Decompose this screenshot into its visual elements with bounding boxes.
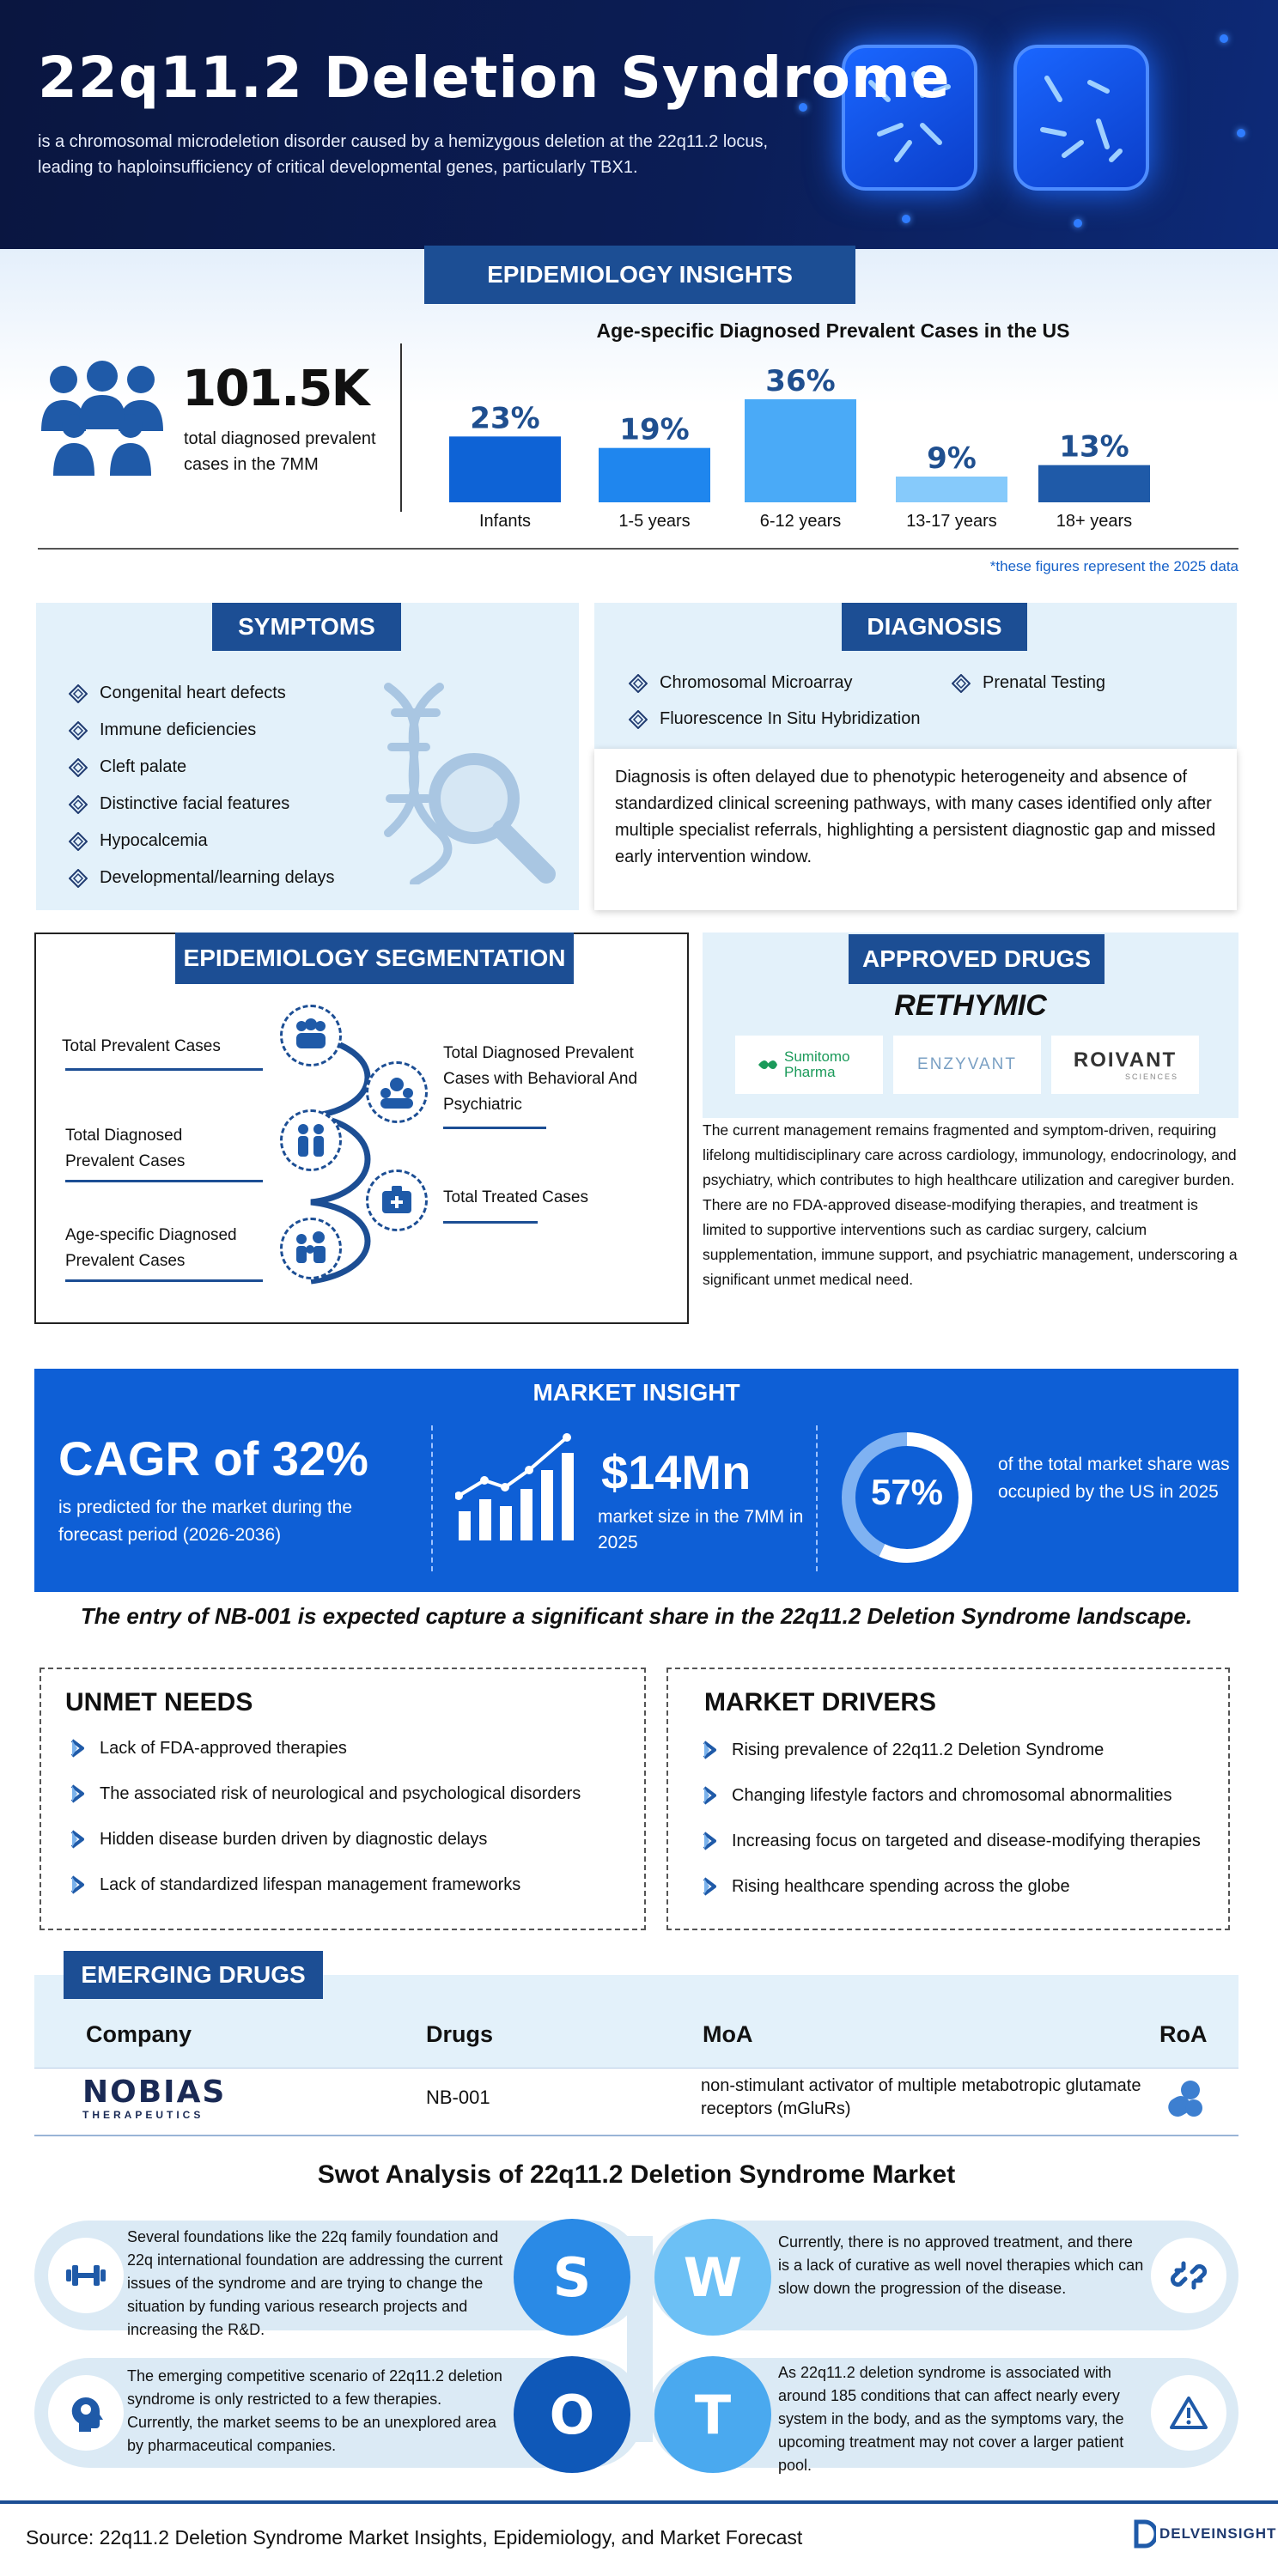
segment-label: Total Prevalent Cases: [62, 1037, 221, 1055]
chromosome-chip-icon: [1013, 45, 1149, 191]
bar-category-label: 6-12 years: [759, 512, 842, 531]
list-item: [69, 1738, 347, 1759]
segment-label: Total Diagnosed Prevalent Cases with Behavioral And Psychiatric: [443, 1044, 638, 1114]
segment-underline: [443, 1127, 546, 1129]
symptom-item: [69, 720, 256, 740]
segment-label: Age-specific Diagnosed Prevalent Cases: [65, 1226, 237, 1270]
diamond-bullet-icon: [69, 758, 88, 777]
page-subtitle: is a chromosomal microdeletion disorder caused by a hemizygous deletion at the 22q11.2 locus, leading to haploinsufficiency of critical developmental genes, particularly TBX1.: [38, 132, 769, 177]
segment-label: Total Treated Cases: [443, 1188, 588, 1206]
diagnosis-method-label: Chromosomal Microarray: [660, 673, 853, 692]
list-item: [69, 1874, 520, 1895]
divider: [431, 1425, 433, 1571]
symptom-item: [69, 868, 335, 888]
chevron-right-icon: [69, 1738, 88, 1759]
emerging-drugs-title: EMERGING DRUGS: [64, 1951, 323, 1999]
chevron-right-icon: [69, 1874, 88, 1895]
footer-divider: [0, 2500, 1278, 2504]
column-header-company: Company: [86, 2021, 192, 2047]
glow-dot: [1074, 219, 1082, 228]
approved-drug-name: RETHYMIC: [894, 989, 1047, 1022]
moa-cell: non-stimulant activator of multiple metabotropic glutamate receptors (mGluRs): [701, 2076, 1141, 2118]
symptom-item: [69, 757, 186, 777]
description-paragraph: The current management remains fragmented and symptom-driven, requiring lifelong multidisciplinary care across cardiology, immunology, endocrinology, and psychiatry, which contributes to high healthcare utilization and caregiver burden.: [703, 1121, 1237, 1188]
divider: [38, 548, 1238, 550]
header-banner: [0, 0, 1278, 249]
diagnosis-method-label: Fluorescence In Situ Hybridization: [660, 709, 921, 728]
column-header-roa: RoA: [1159, 2021, 1208, 2047]
drug-cell: NB-001: [426, 2087, 490, 2108]
cagr-value: CAGR of 32%: [58, 1431, 368, 1485]
bar-infants: [449, 436, 561, 502]
market-drivers-title: MARKET DRIVERS: [704, 1688, 937, 1716]
chart-title: Age-specific Diagnosed Prevalent Cases in the US: [596, 319, 1070, 342]
page-title: 22q11.2 Deletion Syndrome: [38, 45, 951, 111]
swot-threat-text: As 22q11.2 deletion syndrome is associated with around 185 conditions that can affect nearly every system in the body, and as the symptoms vary, the upcoming treatment may not cover a larger patient pool.: [778, 2364, 1124, 2474]
description-paragraph: There are no FDA-approved disease-modifying therapies, and treatment is limited to supportive interventions such as cardiac surgery, calcium supplementation, immune support, and psychiatric management, underscoring a significant unmet medical need.: [703, 1196, 1238, 1288]
glow-dot: [902, 215, 910, 223]
delveinsight-logo: [1134, 2519, 1276, 2549]
swot-strength-text: Several foundations like the 22q family foundation and 22q international foundation are addressing the current issues of the syndrome and are trying to change the situation by funding various research projects and increasing the R&D.: [127, 2228, 503, 2338]
bar-category-label: Infants: [478, 512, 532, 531]
diagnosis-method-label: Prenatal Testing: [983, 673, 1106, 692]
people-icon: [280, 1005, 342, 1066]
bar-category-label: 13-17 years: [906, 512, 997, 531]
people-group-icon: [38, 361, 167, 482]
diagnosis-method: [952, 673, 1105, 693]
source-citation: Source: 22q11.2 Deletion Syndrome Market Insights, Epidemiology, and Market Forecast: [26, 2526, 803, 2549]
symptom-label: Immune deficiencies: [100, 720, 257, 739]
segmentation-title: EPIDEMIOLOGY SEGMENTATION: [175, 933, 574, 984]
growth-chart-icon: [455, 1432, 579, 1546]
swot-letter-w: W: [654, 2219, 771, 2336]
bar-1-5-years: [599, 448, 710, 502]
list-item-label: Rising prevalence of 22q11.2 Deletion Syndrome: [732, 1740, 1105, 1759]
list-item: [69, 1783, 581, 1804]
diamond-bullet-icon: [69, 684, 88, 703]
chevron-right-icon: [69, 1783, 88, 1804]
list-item-label: Changing lifestyle factors and chromosomal abnormalities: [732, 1785, 1172, 1805]
bar-category-label: 18+ years: [1056, 512, 1133, 531]
chevron-right-icon: [701, 1785, 720, 1806]
diamond-bullet-icon: [629, 710, 648, 729]
market-share-description: of the total market share was occupied by the US in 2025: [998, 1455, 1230, 1502]
swot-title: Swot Analysis of 22q11.2 Deletion Syndrome Market: [317, 2160, 956, 2189]
symptom-label: Congenital heart defects: [100, 683, 286, 702]
swot-opportunity-text: The emerging competitive scenario of 22q11.2 deletion syndrome is only restricted to a few therapies. Currently, the market seems to be an unexplored area by pharmaceutical companies.: [127, 2367, 502, 2454]
nobias-logo: [82, 2076, 226, 2121]
diagnosis-description: Diagnosis is often delayed due to phenotypic heterogeneity and absence of standardized clinical screening pathways, with many cases identified only after multiple specialist referrals, highlighting a persistent diagnostic gap and missed early intervention window.: [615, 768, 1216, 866]
broken-link-icon: [1151, 2238, 1226, 2313]
glow-dot: [1220, 34, 1228, 43]
diagnosis-method: [629, 709, 920, 729]
pill-icon: [1165, 2080, 1204, 2122]
list-item-label: Lack of FDA-approved therapies: [100, 1738, 347, 1758]
roivant-logo: [1051, 1036, 1199, 1094]
bar-value-label: 13%: [1059, 429, 1129, 465]
company-name: Sumitomo Pharma: [784, 1048, 850, 1080]
diamond-bullet-icon: [952, 674, 971, 693]
swot-weakness-text: Currently, there is no approved treatment, and there is a lack of curative as well novel therapies which can slow down the progression of the disease.: [778, 2233, 1144, 2297]
list-item-label: Increasing focus on targeted and disease-modifying therapies: [732, 1831, 1201, 1850]
segment-label: Total Diagnosed Prevalent Cases: [65, 1127, 186, 1170]
chevron-right-icon: [701, 1831, 720, 1851]
market-share-value: 57%: [870, 1472, 944, 1512]
segment-underline: [65, 1180, 263, 1182]
delveinsight-mark-icon: [1134, 2519, 1156, 2549]
list-item: [701, 1876, 1070, 1897]
bar-13-17-years: [896, 477, 1007, 502]
symptom-item: [69, 794, 289, 814]
epidemiology-title: EPIDEMIOLOGY INSIGHTS: [424, 246, 855, 304]
list-item-label: Lack of standardized lifespan management frameworks: [100, 1874, 521, 1894]
group-icon: [366, 1061, 428, 1123]
list-item: [701, 1831, 1201, 1851]
symptom-label: Developmental/learning delays: [100, 868, 335, 887]
unmet-needs-title: UNMET NEEDS: [65, 1688, 253, 1716]
segment-underline: [65, 1279, 263, 1282]
chevron-right-icon: [69, 1829, 88, 1850]
column-header-moa: MoA: [703, 2021, 753, 2047]
total-cases-description: total diagnosed prevalent cases in the 7MM: [184, 429, 376, 474]
swot-letter-t: T: [654, 2356, 771, 2473]
list-item-label: The associated risk of neurological and psychological disorders: [100, 1783, 581, 1803]
sumitomo-leaf-icon: [757, 1056, 779, 1073]
bar-value-label: 23%: [470, 401, 540, 436]
symptom-item: [69, 683, 286, 703]
bar-value-label: 9%: [927, 441, 977, 476]
list-item-label: Hidden disease burden driven by diagnostic delays: [100, 1829, 488, 1849]
approved-drugs-title: APPROVED DRUGS: [849, 934, 1105, 984]
symptom-item: [69, 831, 208, 851]
medical-kit-icon: [366, 1170, 428, 1231]
swot-letter-s: S: [514, 2219, 630, 2336]
company-logo-subtext: THERAPEUTICS: [82, 2109, 204, 2121]
segment-underline: [443, 1221, 538, 1224]
bar-value-label: 19%: [619, 412, 690, 447]
diagnosis-title: DIAGNOSIS: [842, 603, 1027, 651]
cagr-description: is predicted for the market during the forecast period (2026-2036): [58, 1498, 353, 1545]
symptom-label: Cleft palate: [100, 757, 187, 776]
logo-text: DELVEINSIGHT: [1159, 2525, 1277, 2542]
list-item: [701, 1740, 1104, 1760]
list-item-label: Rising healthcare spending across the globe: [732, 1876, 1070, 1896]
diamond-bullet-icon: [69, 795, 88, 814]
divider: [400, 343, 402, 512]
divider: [816, 1425, 818, 1571]
symptom-label: Distinctive facial features: [100, 794, 290, 813]
bar-category-label: 1-5 years: [618, 512, 691, 531]
family-icon: [280, 1109, 342, 1171]
list-item: [701, 1785, 1172, 1806]
bar-18-years: [1038, 465, 1150, 502]
dumbbell-icon: [48, 2238, 124, 2313]
diamond-bullet-icon: [69, 832, 88, 851]
dna-magnifier-icon: [371, 678, 560, 889]
diamond-bullet-icon: [69, 869, 88, 888]
sumitomo-logo: [735, 1036, 883, 1094]
company-name-sub: SCIENCES: [1124, 1072, 1178, 1081]
approved-drugs-description: [703, 1118, 1245, 1292]
swot-letter-o: O: [514, 2356, 630, 2473]
bar-6-12-years: [745, 399, 856, 502]
idea-head-icon: [48, 2375, 124, 2451]
company-name: ENZYVANT: [917, 1055, 1017, 1073]
market-size-value: $14Mn: [601, 1445, 752, 1499]
symptoms-title: SYMPTOMS: [212, 603, 401, 651]
glow-dot: [1237, 129, 1245, 137]
age-bar-chart: [429, 343, 1237, 537]
nb001-statement: The entry of NB-001 is expected capture a significant share in the 22q11.2 Deletion Syndrome landscape.: [80, 1603, 1193, 1629]
column-header-drugs: Drugs: [426, 2021, 494, 2047]
family-group-icon: [280, 1218, 342, 1279]
total-cases-value: 101.5K: [182, 359, 368, 417]
company-logo-text: NOBIAS: [82, 2075, 227, 2110]
symptom-label: Hypocalcemia: [100, 831, 208, 850]
enzyvant-logo: [893, 1036, 1041, 1094]
market-size-description: market size in the 7MM in 2025: [598, 1507, 804, 1552]
data-year-note: *these figures represent the 2025 data: [989, 558, 1238, 574]
segment-underline: [65, 1068, 263, 1071]
diagnosis-method: [629, 673, 853, 693]
list-item: [69, 1829, 487, 1850]
warning-icon: [1151, 2375, 1226, 2451]
bar-value-label: 36%: [765, 364, 836, 398]
chevron-right-icon: [701, 1876, 720, 1897]
chevron-right-icon: [701, 1740, 720, 1760]
company-name: ROIVANT: [1073, 1048, 1178, 1072]
market-insight-title: MARKET INSIGHT: [532, 1379, 740, 1406]
diamond-bullet-icon: [69, 721, 88, 740]
diamond-bullet-icon: [629, 674, 648, 693]
